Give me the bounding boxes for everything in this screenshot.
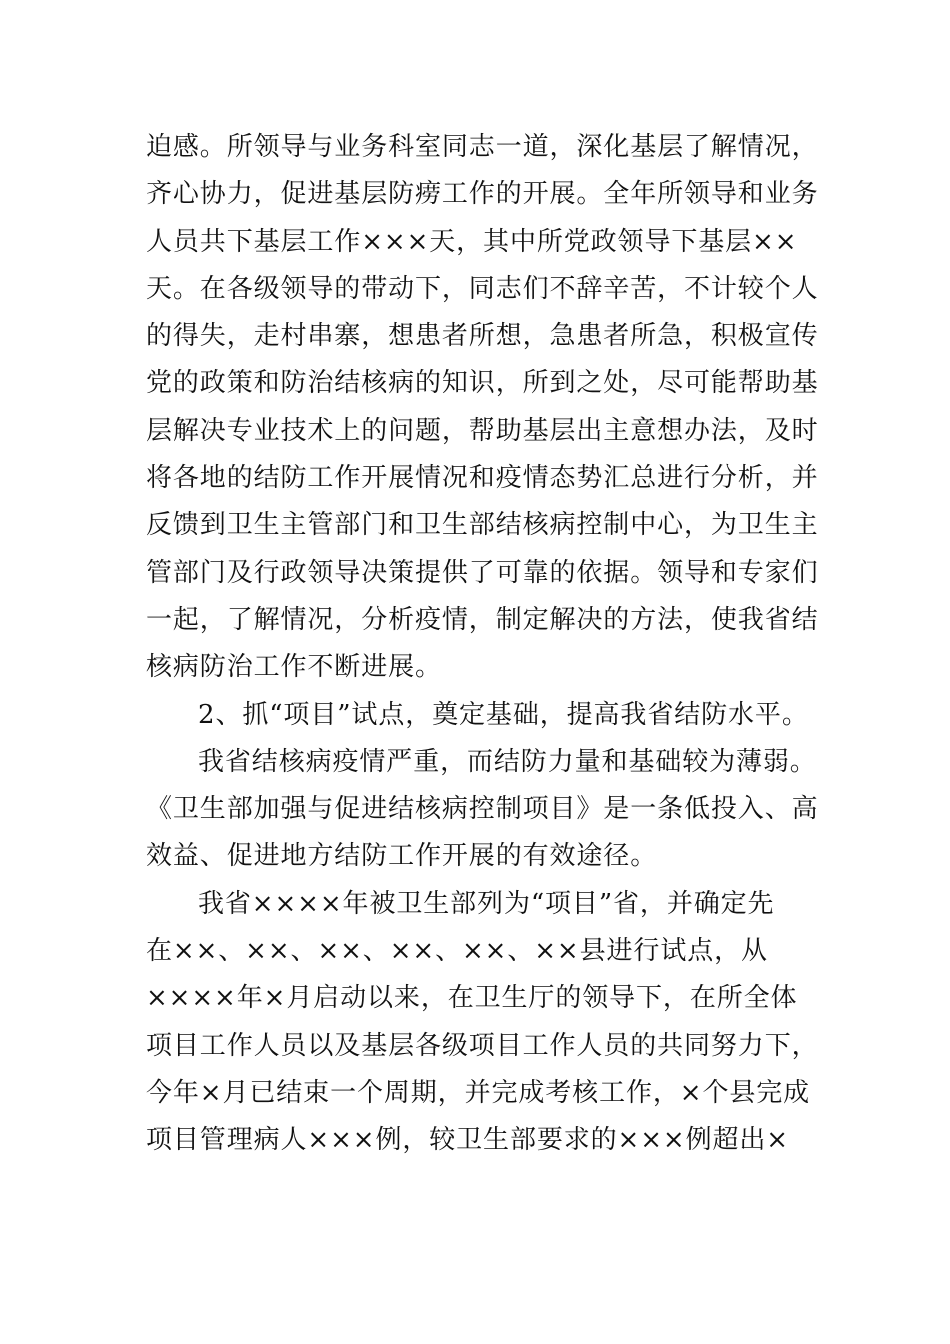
section-heading: 2、抓“项目”试点，奠定基础，提高我省结防水平。	[198, 699, 809, 730]
text-line: 在××、××、××、××、××、××县进行试点，从	[146, 936, 768, 967]
text-line: 项目管理病人×××例，较卫生部要求的×××例超出×	[146, 1125, 789, 1156]
paragraph-first-line: 我省××××年被卫生部列为“项目”省，并确定先	[198, 888, 775, 919]
text-line: 管部门及行政领导决策提供了可靠的依据。领导和专家们	[146, 557, 819, 588]
text-line: 核病防治工作不断进展。	[146, 652, 442, 683]
text-line: 天。在各级领导的带动下，同志们不辞辛苦，不计较个人	[146, 273, 819, 304]
text-line: 效益、促进地方结防工作开展的有效途径。	[146, 841, 658, 872]
text-line: 今年×月已结束一个周期，并完成考核工作，×个县完成	[146, 1077, 811, 1108]
text-line: 层解决专业技术上的问题，帮助基层出主意想办法，及时	[146, 415, 819, 446]
text-line: 一起，了解情况，分析疫情，制定解决的方法，使我省结	[146, 604, 819, 635]
text-line: 齐心协力，促进基层防痨工作的开展。全年所领导和业务	[146, 179, 819, 210]
text-line: 迫感。所领导与业务科室同志一道，深化基层了解情况，	[146, 132, 819, 162]
text-line: 党的政策和防治结核病的知识，所到之处，尽可能帮助基	[146, 368, 819, 399]
text-line: ××××年×月启动以来，在卫生厅的领导下，在所全体	[146, 983, 798, 1014]
text-line: 的得失，走村串寨，想患者所想，急患者所急，积极宣传	[146, 321, 819, 352]
text-line: 项目工作人员以及基层各级项目工作人员的共同努力下，	[146, 1030, 819, 1061]
text-line: 反馈到卫生主管部门和卫生部结核病控制中心，为卫生主	[146, 510, 819, 541]
paragraph-first-line: 我省结核病疫情严重，而结防力量和基础较为薄弱。	[198, 746, 817, 777]
text-line: 人员共下基层工作×××天，其中所党政领导下基层××	[146, 226, 798, 257]
text-line: 将各地的结防工作开展情况和疫情态势汇总进行分析，并	[146, 463, 819, 494]
text-line: 《卫生部加强与促进结核病控制项目》是一条低投入、高	[146, 794, 819, 825]
document-body	[146, 124, 819, 1165]
